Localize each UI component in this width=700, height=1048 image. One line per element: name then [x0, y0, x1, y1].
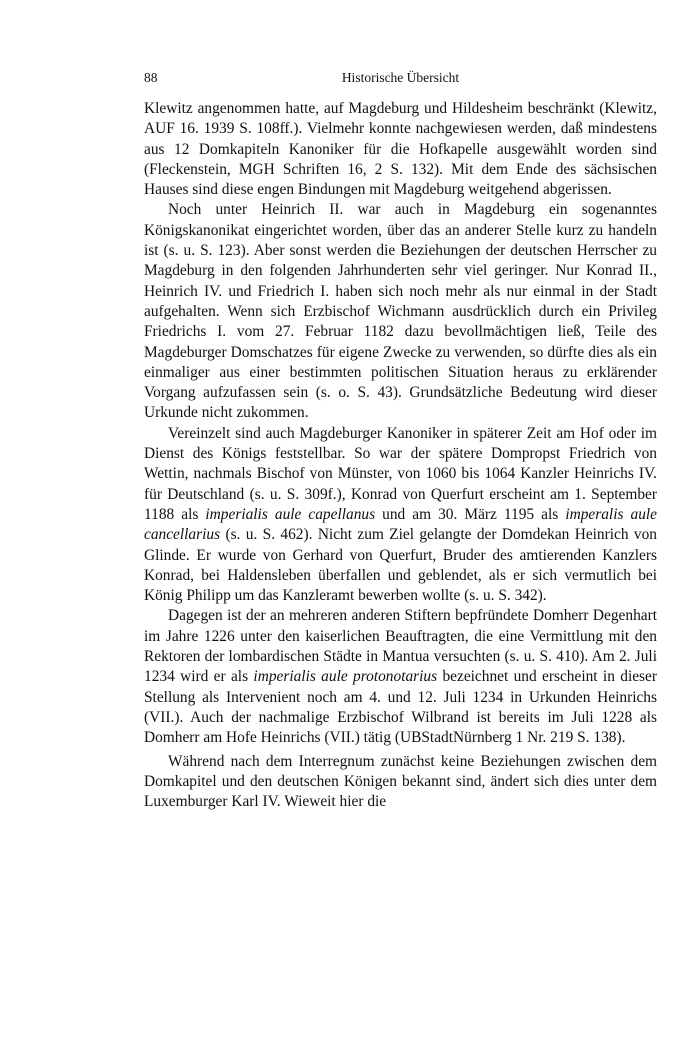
running-title: Historische Übersicht: [341, 70, 460, 85]
text-segment: (s. u. S. 462). Nicht zum Ziel gelangte der Domdekan Heinrich von Glinde. Er wurde von Gerhard von Querfurt, Bruder des amtierenden Kanzlers Konrad, bei Haldensleben überfallen und geblendet, als er sich vermutlich bei König Philipp um das Kanzleramt bewerben wollte (s. u. S. 342).: [144, 526, 657, 605]
italic-term: imperalis aule cancellarius: [144, 505, 657, 544]
italic-term: imperialis aule capellanus: [205, 505, 376, 523]
text-segment: Dagegen ist der an mehreren anderen Stiftern bepfründete Domherr Degenhart im Jahre 1226 unter den kaiserlichen Beauftragten, die eine Vermittlung mit den Rektoren der lombardischen Städte in Mantua versuchten (s. u. S. 410). Am 2. Juli 1234 wird er als: [144, 607, 657, 686]
text-segment: bezeichnet und erscheint in dieser Stellung als Intervenient noch am 4. und 12. Juli 1234 in Urkunden Heinrichs (VII.). Auch der nachmalige Erzbischof Wilbrand ist bereits im Juli 1228 als Domherr am Hofe Heinrichs (VII.) tätig (UBStadtNürnberg 1 Nr. 219 S. 138).: [144, 668, 657, 747]
text-segment: Klewitz angenommen hatte, auf Magdeburg und Hildesheim beschränkt (Klewitz, AUF 16. 1939 S. 108ff.). Vielmehr konnte nachgewiesen werden, daß mindestens aus 12 Domkapiteln Kanoniker für die Hofkapelle ausgewählt worden sind (Fleckenstein, MGH Schriften 16, 2 S. 132). Mit dem Ende des sächsischen Hauses sind diese engen Bindungen mit Magdeburg weitgehend abgerissen.: [144, 100, 657, 199]
paragraph-3: [144, 424, 657, 607]
paragraph-2: [144, 200, 657, 423]
paragraph-4: [144, 606, 657, 748]
text-segment: Noch unter Heinrich II. war auch in Magdeburg ein sogenanntes Königskanonikat eingerichtet worden, über das an anderer Stelle kurz zu handeln ist (s. u. S. 123). Aber sonst werden die Beziehungen der deutschen Herrscher zu Magdeburg in den folgenden Jahrhunderten sehr viel geringer. Nur Konrad II., Heinrich IV. und Friedrich I. haben sich noch mehr als nur einmal in der Stadt aufgehalten. Wenn sich Erzbischof Wichmann ausdrücklich durch ein Privileg Friedrichs I. vom 27. Februar 1182 dazu bevollmächtigen ließ, Teile des Magdeburger Domschatzes für eigene Zwecke zu verwenden, so dürfte dies als ein einmaliger aus einer bestimmten politischen Situation heraus zu erklärender Vorgang aufzufassen sein (s. o. S. 43). Grundsätzliche Bedeutung wird dieser Urkunde nicht zukommen.: [144, 201, 657, 422]
text-segment: und am 30. März 1195 als: [375, 505, 566, 523]
text-segment: Während nach dem Interregnum zunächst keine Beziehungen zwischen dem Domkapitel und den deutschen Königen bekannt sind, ändert sich dies unter dem Luxemburger Karl IV. Wieweit hier die: [144, 752, 657, 811]
body-text: [144, 99, 657, 812]
page-header: [144, 70, 657, 90]
paragraph-5: [144, 752, 657, 813]
page-number: 88: [144, 70, 158, 85]
paragraph-1: [144, 99, 657, 200]
text-segment: Vereinzelt sind auch Magdeburger Kanoniker in späterer Zeit am Hof oder im Dienst des Königs feststellbar. So war der spätere Dompropst Friedrich von Wettin, nachmals Bischof von Münster, von 1060 bis 1064 Kanzler Heinrichs IV. für Deutschland (s. u. S. 309f.), Konrad von Querfurt erscheint am 1. September 1188 als: [144, 424, 657, 523]
italic-term: imperialis aule protonotarius: [253, 668, 438, 686]
